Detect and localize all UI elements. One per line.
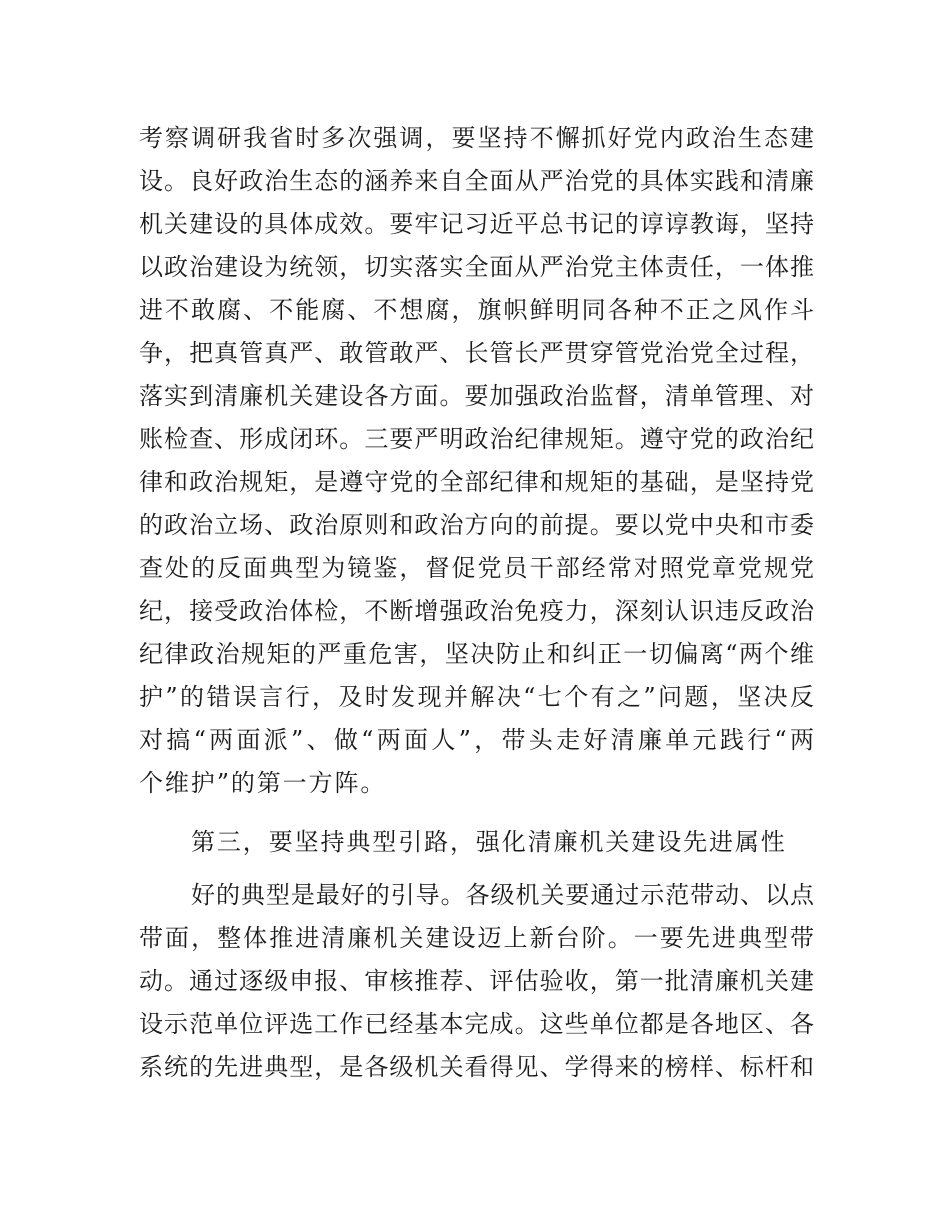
paragraph-line: 动。通过逐级申报、审核推荐、评估验收，第一批清廉机关建 xyxy=(139,967,814,995)
paragraph-line: 以政治建设为统领，切实落实全面从严治党主体责任，一体推 xyxy=(139,253,814,281)
paragraph-line: 纪律政治规矩的严重危害，坚决防止和纠正一切偏离“两个维 xyxy=(139,640,814,668)
paragraph-line: 纪，接受政治体检，不断增强政治免疫力，深刻认识违反政治 xyxy=(139,597,814,625)
paragraph-line: 好的典型是最好的引导。各级机关要通过示范带动、以点 xyxy=(191,881,814,909)
section-heading: 第三，要坚持典型引路，强化清廉机关建设先进属性 xyxy=(191,828,787,856)
paragraph-line: 设。良好政治生态的涵养来自全面从严治党的具体实践和清廉 xyxy=(139,167,814,195)
paragraph-line: 账检查、形成闭环。三要严明政治纪律规矩。遵守党的政治纪 xyxy=(139,425,814,453)
paragraph-line: 系统的先进典型，是各级机关看得见、学得来的榜样、标杆和 xyxy=(139,1053,814,1081)
paragraph-line: 个维护”的第一方阵。 xyxy=(139,769,387,797)
paragraph-line: 带面，整体推进清廉机关建设迈上新台阶。一要先进典型带 xyxy=(139,924,814,952)
paragraph-line: 落实到清廉机关建设各方面。要加强政治监督，清单管理、对 xyxy=(139,382,814,410)
paragraph-line: 进不敢腐、不能腐、不想腐，旗帜鲜明同各种不正之风作斗 xyxy=(139,296,814,324)
paragraph-line: 争，把真管真严、敢管敢严、长管长严贯穿管党治党全过程， xyxy=(139,339,814,367)
paragraph-line: 对搞“两面派”、做“两面人”，带头走好清廉单元践行“两 xyxy=(139,726,814,754)
paragraph-line: 的政治立场、政治原则和政治方向的前提。要以党中央和市委 xyxy=(139,511,814,539)
paragraph-line: 查处的反面典型为镜鉴，督促党员干部经常对照党章党规党 xyxy=(139,554,814,582)
paragraph-line: 机关建设的具体成效。要牢记习近平总书记的谆谆教诲，坚持 xyxy=(139,210,814,238)
paragraph-line: 设示范单位评选工作已经基本完成。这些单位都是各地区、各 xyxy=(139,1010,814,1038)
paragraph-line: 律和政治规矩，是遵守党的全部纪律和规矩的基础，是坚持党 xyxy=(139,468,814,496)
paragraph-line: 护”的错误言行，及时发现并解决“七个有之”问题，坚决反 xyxy=(139,683,814,711)
paragraph-line: 考察调研我省时多次强调，要坚持不懈抓好党内政治生态建 xyxy=(139,124,814,152)
